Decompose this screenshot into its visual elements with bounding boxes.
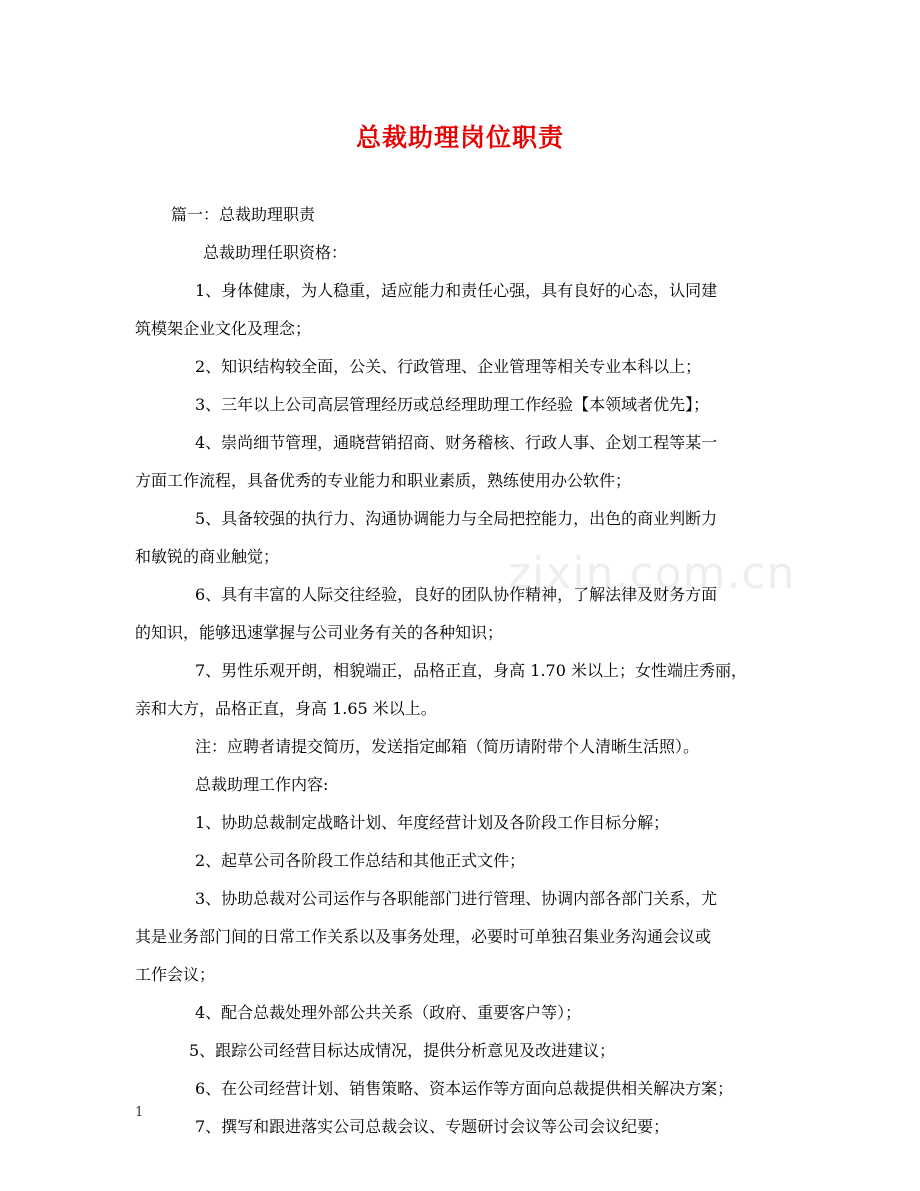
note-line: 注：应聘者请提交简历，发送指定邮箱（简历请附带个人清晰生活照）。: [195, 737, 700, 756]
paragraph-line: 4、崇尚细节管理，通晓营销招商、财务稽核、行政人事、企划工程等某一: [195, 433, 718, 452]
paragraph-line: 1、身体健康，为人稳重，适应能力和责任心强，具有良好的心态，认同建: [195, 281, 718, 300]
document-body: [135, 196, 790, 1146]
paragraph-line: 工作会议；: [135, 965, 216, 984]
paragraph-line: 1、协助总裁制定战略计划、年度经营计划及各阶段工作目标分解；: [195, 813, 670, 832]
paragraph-line: 2、知识结构较全面，公关、行政管理、企业管理等相关专业本科以上；: [195, 357, 702, 376]
page-title: 总裁助理岗位职责: [355, 123, 564, 152]
paragraph-line: 3、协助总裁对公司运作与各职能部门进行管理、协调内部各部门关系，尤: [195, 889, 718, 908]
paragraph-line: 的知识，能够迅速掌握与公司业务有关的各种知识；: [135, 623, 504, 642]
watermark: zixin.com.cn: [508, 548, 796, 599]
paragraph-line: 5、具备较强的执行力、沟通协调能力与全局把控能力，出色的商业判断力: [195, 509, 718, 528]
paragraph-line: 其是业务部门间的日常工作关系以及事务处理，必要时可单独召集业务沟通会议或: [135, 927, 712, 946]
paragraph-line: 7、撰写和跟进落实公司总裁会议、专题研讨会议等公司会议纪要；: [195, 1117, 670, 1136]
paragraph-line: 3、三年以上公司高层管理经历或总经理助理工作经验【本领域者优先】；: [195, 395, 710, 414]
subsection-heading: 总裁助理工作内容:: [195, 775, 329, 794]
paragraph-line: 7、男性乐观开朗，相貌端正，品格正直，身高 1.70 米以上；女性端庄秀丽，: [195, 661, 747, 680]
paragraph-line: 和敏锐的商业触觉；: [135, 547, 280, 566]
paragraph-line: 6、在公司经营计划、销售策略、资本运作等方面向总裁提供相关解决方案；: [195, 1079, 734, 1098]
subsection-heading: 总裁助理任职资格：: [203, 243, 348, 262]
paragraph-line: 6、具有丰富的人际交往经验，良好的团队协作精神，了解法律及财务方面: [195, 585, 718, 604]
paragraph-line: 4、配合总裁处理外部公共关系（政府、重要客户等）；: [195, 1003, 582, 1022]
section-heading: 篇一：总裁助理职责: [171, 205, 316, 224]
paragraph-line: 5、跟踪公司经营目标达成情况，提供分析意见及改进建议；: [189, 1041, 616, 1060]
page-number: 1: [135, 1105, 144, 1120]
paragraph-line: 方面工作流程，具备优秀的专业能力和职业素质，熟练使用办公软件；: [135, 471, 632, 490]
paragraph-line: 2、起草公司各阶段工作总结和其他正式文件；: [195, 851, 526, 870]
paragraph-line: 亲和大方，品格正直，身高 1.65 米以上。: [135, 699, 437, 718]
paragraph-line: 筑模架企业文化及理念；: [135, 319, 312, 338]
